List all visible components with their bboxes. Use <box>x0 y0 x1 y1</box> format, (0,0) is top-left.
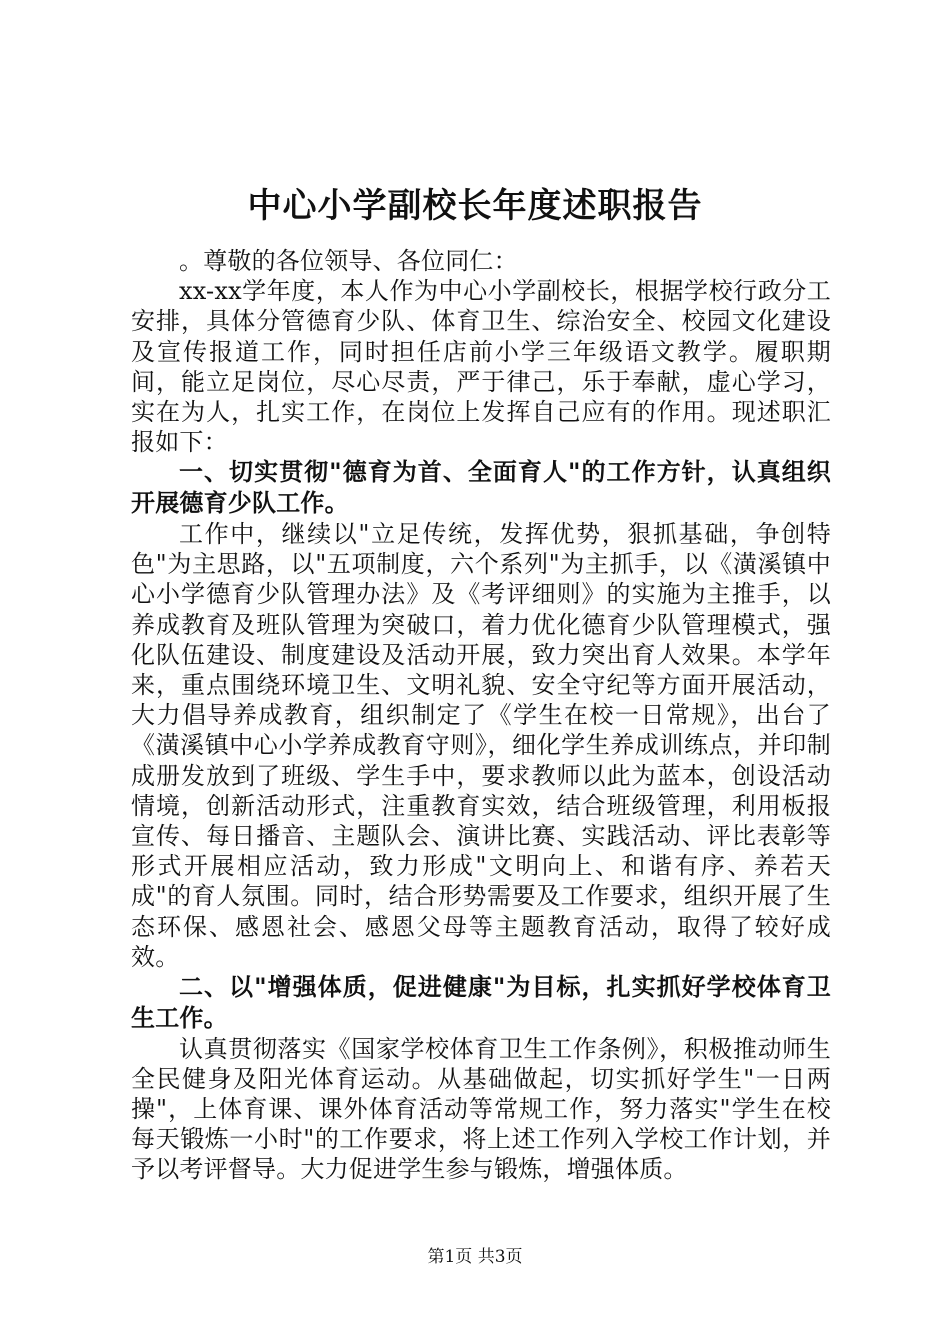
moral-education-paragraph: 工作中，继续以"立足传统，发挥优势，狠抓基础，争创特色"为主思路，以"五项制度，六个系列"为主抓手，以《潢溪镇中心小学德育少队管理办法》及《考评细则》的实施为主推手，以养成教育及班队管理为突破口，着力优化德育少队管理模式，强化队伍建设、制度建设及活动开展，致力突出育人效果。本学年来，重点围绕环境卫生、文明礼貌、安全守纪等方面开展活动，大力倡导养成教育，组织制定了《学生在校一日常规》，出台了《潢溪镇中心小学养成教育守则》，细化学生养成训练点，并印制成册发放到了班级、学生手中，要求教师以此为蓝本，创设活动情境，创新活动形式，注重教育实效，结合班级管理，利用板报宣传、每日播音、主题队会、演讲比赛、实践活动、评比表彰等形式开展相应活动，致力形成"文明向上、和谐有序、养若天成"的育人氛围。同时，结合形势需要及工作要求，组织开展了生态环保、感恩社会、感恩父母等主题教育活动，取得了较好成效。 <box>131 520 831 971</box>
section-heading-moral-education: 一、切实贯彻"德育为首、全面育人"的工作方针，认真组织开展德育少队工作。 <box>131 458 831 518</box>
document-title: 中心小学副校长年度述职报告 <box>247 186 703 226</box>
section-heading-physical-education: 二、以"增强体质，促进健康"为目标，扎实抓好学校体育卫生工作。 <box>131 973 831 1032</box>
salutation-paragraph: 。尊敬的各位领导、各位同仁： <box>179 247 518 275</box>
document-body <box>131 246 831 1185</box>
physical-education-paragraph: 认真贯彻落实《国家学校体育卫生工作条例》，积极推动师生全民健身及阳光体育运动。从基础做起，切实抓好学生"一日两操"，上体育课、课外体育活动等常规工作，努力落实"学生在校每天锻炼一小时"的工作要求，将上述工作列入学校工作计划，并予以考评督导。大力促进学生参与锻炼，增强体质。 <box>131 1034 831 1184</box>
intro-paragraph: xx-xx学年度，本人作为中心小学副校长，根据学校行政分工安排，具体分管德育少队、体育卫生、综治安全、校园文化建设及宣传报道工作，同时担任店前小学三年级语文教学。履职期间，能立足岗位，尽心尽责，严于律己，乐于奉献，虚心学习，实在为人，扎实工作，在岗位上发挥自己应有的作用。现述职汇报如下： <box>131 277 831 457</box>
page-footer: 第1页 共3页 <box>427 1247 523 1267</box>
